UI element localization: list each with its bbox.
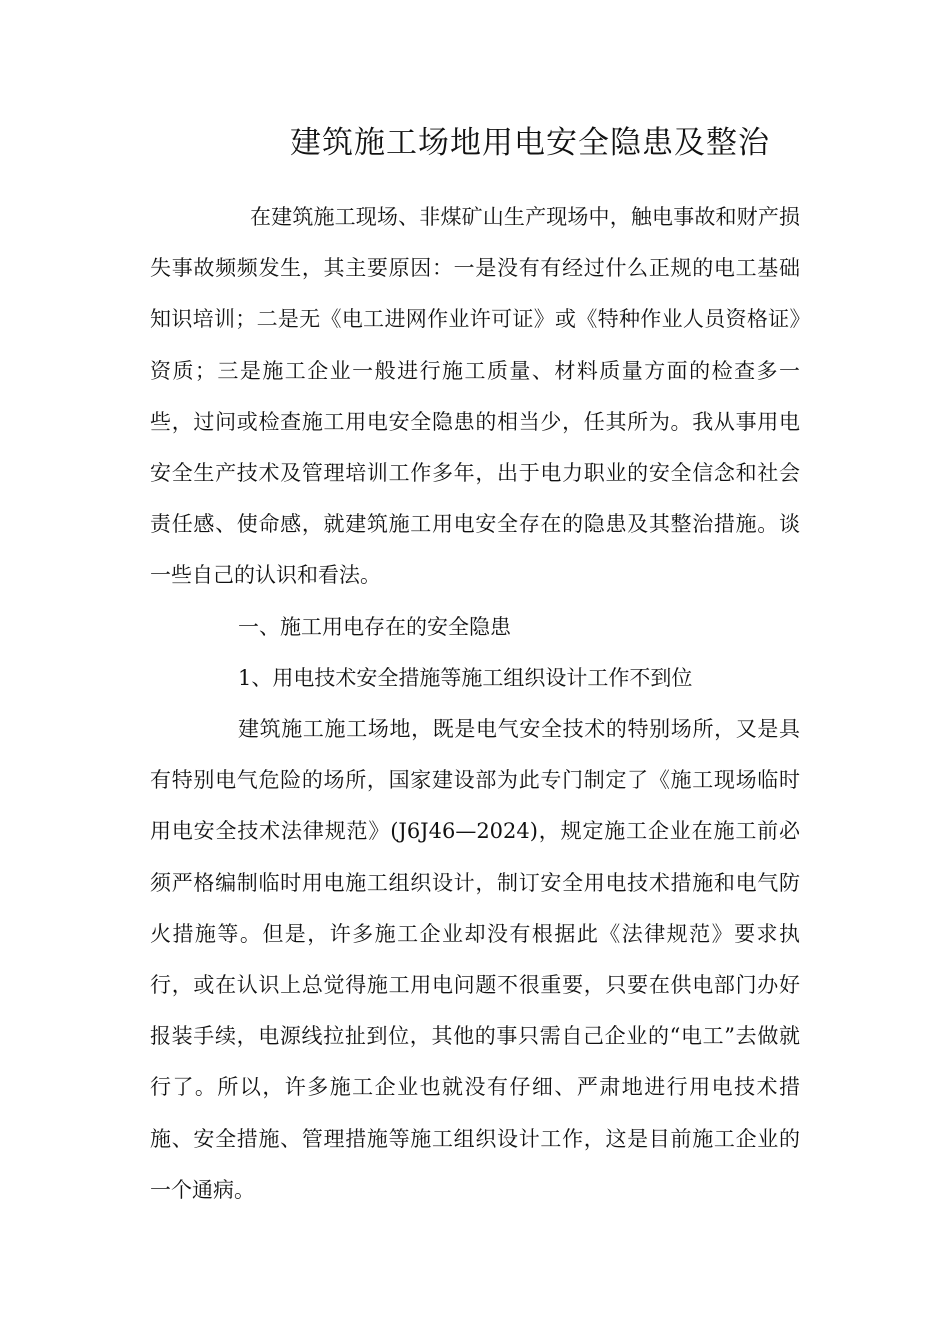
document-title: 建筑施工场地用电安全隐患及整治 (290, 125, 770, 161)
subsection-heading-1-1: 1、用电技术安全措施等施工组织设计工作不到位 (238, 665, 693, 690)
document-body (150, 192, 800, 1216)
section-heading-1: 一、施工用电存在的安全隐患 (238, 614, 511, 639)
paragraph-intro: 在建筑施工现场、非煤矿山生产现场中，触电事故和财产损失事故频频发生，其主要原因：一是没有有经过什么正规的电工基础知识培训；二是无《电工进网作业许可证》或《特种作业人员资格证》资质；三是施工企业一般进行施工质量、材料质量方面的检查多一些，过问或检查施工用电安全隐患的相当少，任其所为。我从事用电安全生产技术及管理培训工作多年，出于电力职业的安全信念和社会责任感、使命感，就建筑施工用电安全存在的隐患及其整治措施。谈一些自己的认识和看法。 (150, 205, 800, 588)
paragraph-body-1: 建筑施工施工场地，既是电气安全技术的特别场所，又是具有特别电气危险的场所，国家建设部为此专门制定了《施工现场临时用电安全技术法律规范》(J6J46—2024)，规定施工企业在施工前必须严格编制临时用电施工组织设计，制订安全用电技术措施和电气防火措施等。但是，许多施工企业却没有根据此《法律规范》要求执行，或在认识上总觉得施工用电问题不很重要，只要在供电部门办好报装手续，电源线拉扯到位，其他的事只需自己企业的“电工”去做就行了。所以，许多施工企业也就没有仔细、严肃地进行用电技术措施、安全措施、管理措施等施工组织设计工作，这是目前施工企业的一个通病。 (150, 717, 800, 1202)
